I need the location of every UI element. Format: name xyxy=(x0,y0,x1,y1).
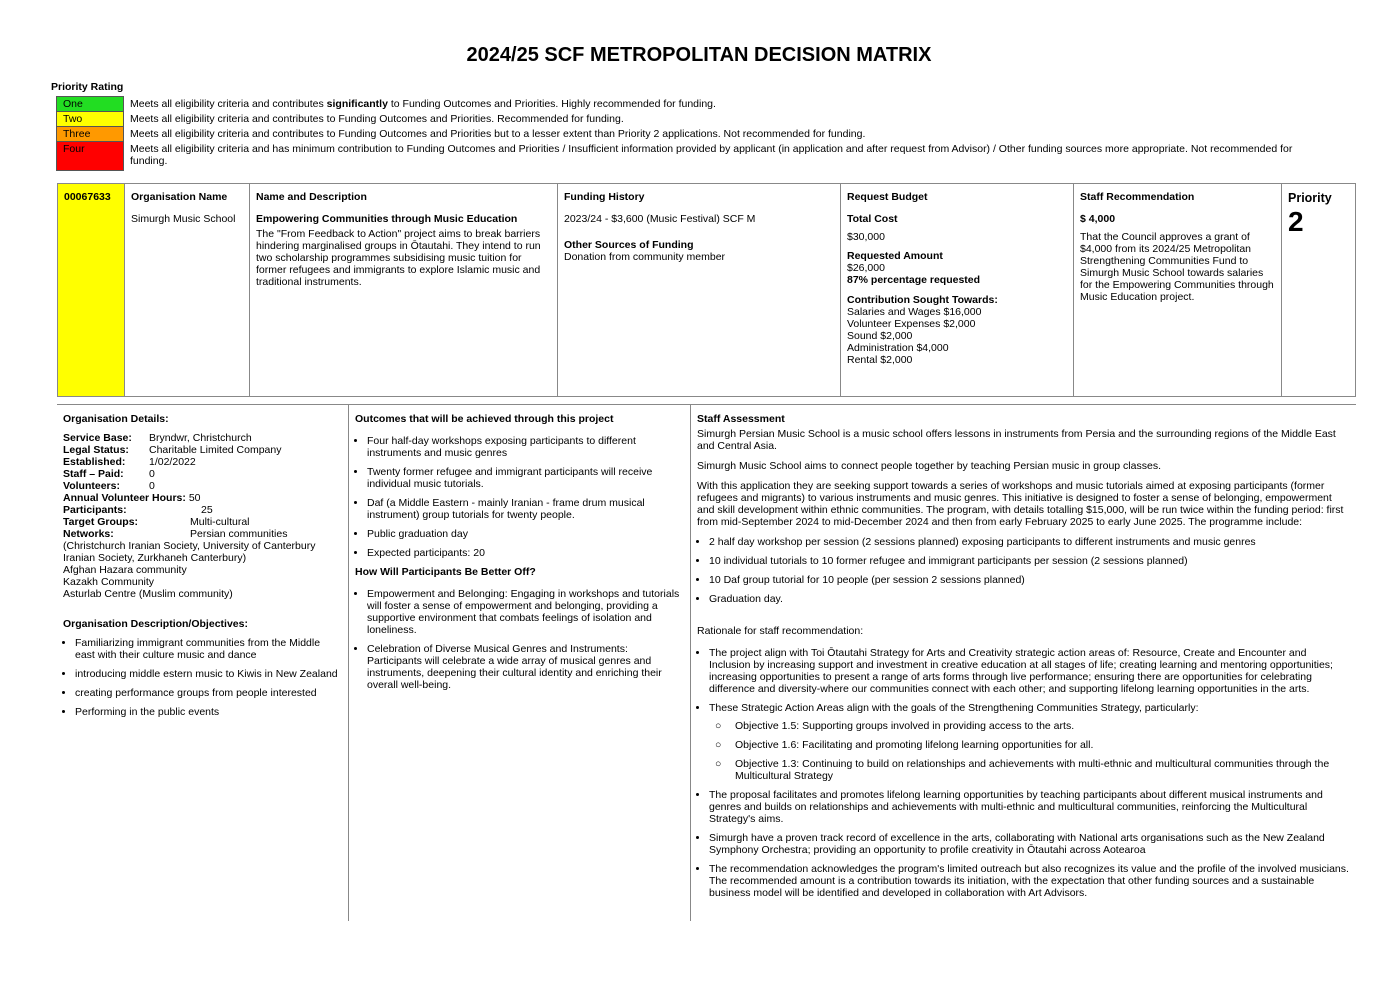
priority-cell xyxy=(1282,184,1355,396)
project-description: The "From Feedback to Action" project aims to break barriers hindering marginalised groups in Ōtautahi. They intend to run two scholarship programmes subsidising music tuition for former refugees and immigrants to explore Islamic music and traditional instruments. xyxy=(256,228,541,288)
organisation-details-heading: Organisation Details: xyxy=(63,413,169,425)
recommendation-text: That the Council approves a grant of $4,000 from its 2024/25 Metropolitan Strengthening Communities Fund to Simurgh Music School towards salaries for the Empowering Communities through Music Education project. xyxy=(1080,231,1274,303)
network-item: Kazakh Community xyxy=(63,576,155,588)
rationale-list xyxy=(697,647,1350,899)
funding-history: 2023/24 - $3,600 (Music Festival) SCF M xyxy=(564,213,756,225)
staff-assessment-column xyxy=(691,405,1356,921)
objectives-heading: Organisation Description/Objectives: xyxy=(63,618,248,630)
priority-three-text: Meets all eligibility criteria and contributes to Funding Outcomes and Priorities but to a lesser extent than Priority 2 applications. Not recommended for funding. xyxy=(130,128,866,140)
priority-value: 2 xyxy=(1288,206,1304,237)
strategy-objective-item xyxy=(715,720,1350,732)
program-item: • 2 half day workshop per session (2 sessions planned) exposing participants to different instruments and music genres xyxy=(709,536,1350,548)
priority-three-swatch: Three xyxy=(56,126,124,141)
decision-matrix xyxy=(57,183,1356,397)
priority-one-text-bold: significantly xyxy=(326,98,388,110)
staff-recommendation-cell xyxy=(1074,184,1282,396)
volunteers-value: 0 xyxy=(149,480,155,492)
priority-one-text-post: to Funding Outcomes and Priorities. Highly recommended for funding. xyxy=(387,98,716,110)
strategy-objective-item xyxy=(715,758,1350,782)
outcome-item: • Twenty former refugee and immigrant participants will receive individual music tutorials. xyxy=(367,466,684,490)
volunteers-label: Volunteers: xyxy=(63,480,120,492)
funding-history-cell xyxy=(558,184,841,396)
strategy-objective-text: Objective 1.6: Facilitating and promoting lifelong learning opportunities for all. xyxy=(735,739,1094,751)
outcome-item: • Daf (a Middle Eastern - mainly Iranian - frame drum musical instrument) group tutorials for twenty people. xyxy=(367,497,684,521)
circle-bullet-icon: ○ xyxy=(715,739,722,751)
requested-amount-label: Requested Amount xyxy=(847,250,943,262)
outcomes-list xyxy=(355,435,684,559)
rationale-item-text: These Strategic Action Areas align with the goals of the Strengthening Communities Strategy, particularly: xyxy=(709,702,1199,714)
better-off-list xyxy=(355,588,684,691)
organisation-name: Simurgh Music School xyxy=(131,213,236,225)
established-value: 1/02/2022 xyxy=(149,456,196,468)
rationale-item: • The recommendation acknowledges the program's limited outreach but also recognizes its value and the profile of the involved musicians. The recommended amount is a contribution towards its initiation, with the expectation that other funding sources and a sustainable business model will be identified and developed in collaboration with Art Advisors. xyxy=(709,863,1350,899)
outcome-item: • Four half-day workshops exposing participants to different instruments and music genres xyxy=(367,435,684,459)
strategy-objective-text: Objective 1.5: Supporting groups involved in providing access to the arts. xyxy=(735,720,1075,732)
assessment-paragraph: With this application they are seeking support towards a series of workshops and music tutorials aimed at exposing participants (former refugees and migrants) to various instruments and music genres. This initiative is designed to foster a sense of belonging, empowerment and skill development within ethnic communities. The program, with details totalling $15,000, will be run twice within the funding period: first from mid-September 2024 to mid-December 2024 and then from early February 2025 to early June 2025. The programme include: xyxy=(697,480,1344,528)
networks-label: Networks: xyxy=(63,528,114,540)
volunteer-hours-row xyxy=(63,492,342,504)
priority-three-row xyxy=(56,126,1316,141)
contribution-label: Contribution Sought Towards: xyxy=(847,294,998,306)
priority-one-swatch: One xyxy=(56,96,124,111)
program-item: • 10 individual tutorials to 10 former refugee and immigrant participants per session (2 sessions planned) xyxy=(709,555,1350,567)
objectives-list xyxy=(63,637,342,718)
participants-row xyxy=(63,504,342,516)
priority-four-swatch: Four xyxy=(56,141,124,171)
application-id: 00067633 xyxy=(64,191,111,203)
organisation-header: Organisation Name xyxy=(131,191,228,203)
objective-item: • Performing in the public events xyxy=(75,706,342,718)
network-item: Iranian Society, Zurkhaneh Canterbury) xyxy=(63,552,247,564)
better-off-heading: How Will Participants Be Better Off? xyxy=(355,566,536,578)
organisation-cell xyxy=(125,184,250,396)
priority-two-row xyxy=(56,111,1316,126)
program-item: • 10 Daf group tutorial for 10 people (per session 2 sessions planned) xyxy=(709,574,1350,586)
staff-paid-row xyxy=(63,468,342,480)
outcome-item: • Expected participants: 20 xyxy=(367,547,684,559)
rationale-item xyxy=(709,702,1350,782)
priority-one-text xyxy=(124,96,1316,110)
total-cost-label: Total Cost xyxy=(847,213,898,225)
priority-four-text: Meets all eligibility criteria and has minimum contribution to Funding Outcomes and Priorities / Insufficient information provided by applicant (in application and after request from Advisor) / Other funding sources more appropriate. Not recommended for funding. xyxy=(130,143,1293,167)
other-sources-header: Other Sources of Funding xyxy=(564,239,694,251)
contribution-item: Sound $2,000 xyxy=(847,330,913,342)
legal-status-value: Charitable Limited Company xyxy=(149,444,282,456)
network-item: Asturlab Centre (Muslim community) xyxy=(63,588,233,600)
description-header: Name and Description xyxy=(256,191,367,203)
volunteers-row xyxy=(63,480,342,492)
percentage-requested: 87% percentage requested xyxy=(847,274,981,286)
strategy-objective-text: Objective 1.3: Continuing to build on relationships and achievements with multi-ethnic and multicultural communities through the Multicultural Strategy xyxy=(735,758,1330,782)
circle-bullet-icon: ○ xyxy=(715,758,722,770)
established-label: Established: xyxy=(63,456,126,468)
objective-item: • creating performance groups from people interested xyxy=(75,687,342,699)
priority-four-row xyxy=(56,141,1316,171)
request-budget-header: Request Budget xyxy=(847,191,928,203)
contribution-item: Rental $2,000 xyxy=(847,354,913,366)
participants-value: 25 xyxy=(201,504,213,516)
outcomes-heading: Outcomes that will be achieved through this project xyxy=(355,413,614,425)
priority-one-row xyxy=(56,96,1316,111)
organisation-details-column xyxy=(57,405,349,921)
objective-item: • introducing middle estern music to Kiwis in New Zealand xyxy=(75,668,342,680)
rationale-item: • Simurgh have a proven track record of excellence in the arts, collaborating with National arts organisations such as the New Zealand Symphony Orchestra; providing an opportunity to profile creativity in Ōtautahi across Aotearoa xyxy=(709,832,1350,856)
service-base-row xyxy=(63,432,342,444)
description-cell xyxy=(250,184,558,396)
staff-assessment-heading: Staff Assessment xyxy=(697,413,785,425)
better-off-item: • Empowerment and Belonging: Engaging in workshops and tutorials will foster a sense of empowerment and belonging, providing a supportive environment that combats feelings of isolation and loneliness. xyxy=(367,588,684,636)
program-list xyxy=(697,536,1350,605)
page-title: 2024/25 SCF METROPOLITAN DECISION MATRIX xyxy=(466,44,932,66)
strategy-objectives-list xyxy=(709,720,1350,782)
priority-header: Priority xyxy=(1288,191,1332,205)
rationale-item: • The proposal facilitates and promotes lifelong learning opportunities by teaching participants about different musical instruments and genres and builds on relationships and achievements with multi-ethnic and multicultural communities, reinforcing the Multicultural Strategy's aims. xyxy=(709,789,1350,825)
strategy-objective-item xyxy=(715,739,1350,751)
legal-status-label: Legal Status: xyxy=(63,444,129,456)
program-item: • Graduation day. xyxy=(709,593,1350,605)
rationale-heading: Rationale for staff recommendation: xyxy=(697,625,864,637)
priority-one-text-pre: Meets all eligibility criteria and contributes xyxy=(130,98,327,110)
contribution-item: Volunteer Expenses $2,000 xyxy=(847,318,976,330)
service-base-label: Service Base: xyxy=(63,432,132,444)
total-cost: $30,000 xyxy=(847,231,885,243)
outcomes-column xyxy=(349,405,691,921)
other-sources: Donation from community member xyxy=(564,251,726,263)
established-row xyxy=(63,456,342,468)
service-base-value: Bryndwr, Christchurch xyxy=(149,432,252,444)
staff-paid-label: Staff – Paid: xyxy=(63,468,124,480)
contribution-item: Administration $4,000 xyxy=(847,342,949,354)
better-off-item: • Celebration of Diverse Musical Genres and Instruments: Participants will celebrate a wide array of musical genres and instruments, deepening their cultural identity and enriching their overall well-being. xyxy=(367,643,684,691)
project-name: Empowering Communities through Music Education xyxy=(256,213,518,225)
priority-two-text: Meets all eligibility criteria and contributes to Funding Outcomes and Priorities. Recommended for funding. xyxy=(130,113,624,125)
details-section xyxy=(57,404,1356,921)
network-item: Afghan Hazara community xyxy=(63,564,187,576)
rationale-item: • The project align with Toi Ōtautahi Strategy for Arts and Creativity strategic action areas of: Resource, Create and Encounter and Inclusion by increasing support and investment in creative education at all stages of life; creating learning and mentoring opportunities; increasing opportunities to present a range of arts forms through live performance; ensuring there are opportunities for celebrating difference and diversity-where our communities connect with each other; and supporting lifelong learning opportunities in the arts. xyxy=(709,647,1350,695)
objective-item: • Familiarizing immigrant communities from the Middle east with their culture music and dance xyxy=(75,637,342,661)
staff-recommendation-header: Staff Recommendation xyxy=(1080,191,1195,203)
request-budget-cell xyxy=(841,184,1074,396)
circle-bullet-icon: ○ xyxy=(715,720,722,732)
application-id-cell xyxy=(58,184,125,396)
requested-amount: $26,000 xyxy=(847,262,885,274)
networks-value: Persian communities xyxy=(190,528,288,540)
volunteer-hours-value: 50 xyxy=(188,492,201,504)
participants-label: Participants: xyxy=(63,504,127,516)
volunteer-hours-label: Annual Volunteer Hours: xyxy=(63,492,186,504)
legal-status-row xyxy=(63,444,342,456)
priority-rating-heading: Priority Rating xyxy=(51,81,124,93)
staff-paid-value: 0 xyxy=(149,468,155,480)
target-groups-value: Multi-cultural xyxy=(190,516,250,528)
funding-history-header: Funding History xyxy=(564,191,645,203)
outcome-item: • Public graduation day xyxy=(367,528,684,540)
contribution-item: Salaries and Wages $16,000 xyxy=(847,306,982,318)
priority-legend xyxy=(56,96,1316,171)
recommended-amount: $ 4,000 xyxy=(1080,213,1116,225)
network-item: (Christchurch Iranian Society, University of Canterbury xyxy=(63,540,316,552)
target-groups-label: Target Groups: xyxy=(63,516,139,528)
networks-row xyxy=(63,528,342,540)
target-groups-row xyxy=(63,516,342,528)
assessment-paragraph: Simurgh Music School aims to connect people together by teaching Persian music in group classes. xyxy=(697,460,1161,472)
priority-two-swatch: Two xyxy=(56,111,124,126)
assessment-paragraph: Simurgh Persian Music School is a music school offers lessons in instruments from Persia and the surrounding regions of the Middle East and Central Asia. xyxy=(697,428,1336,452)
